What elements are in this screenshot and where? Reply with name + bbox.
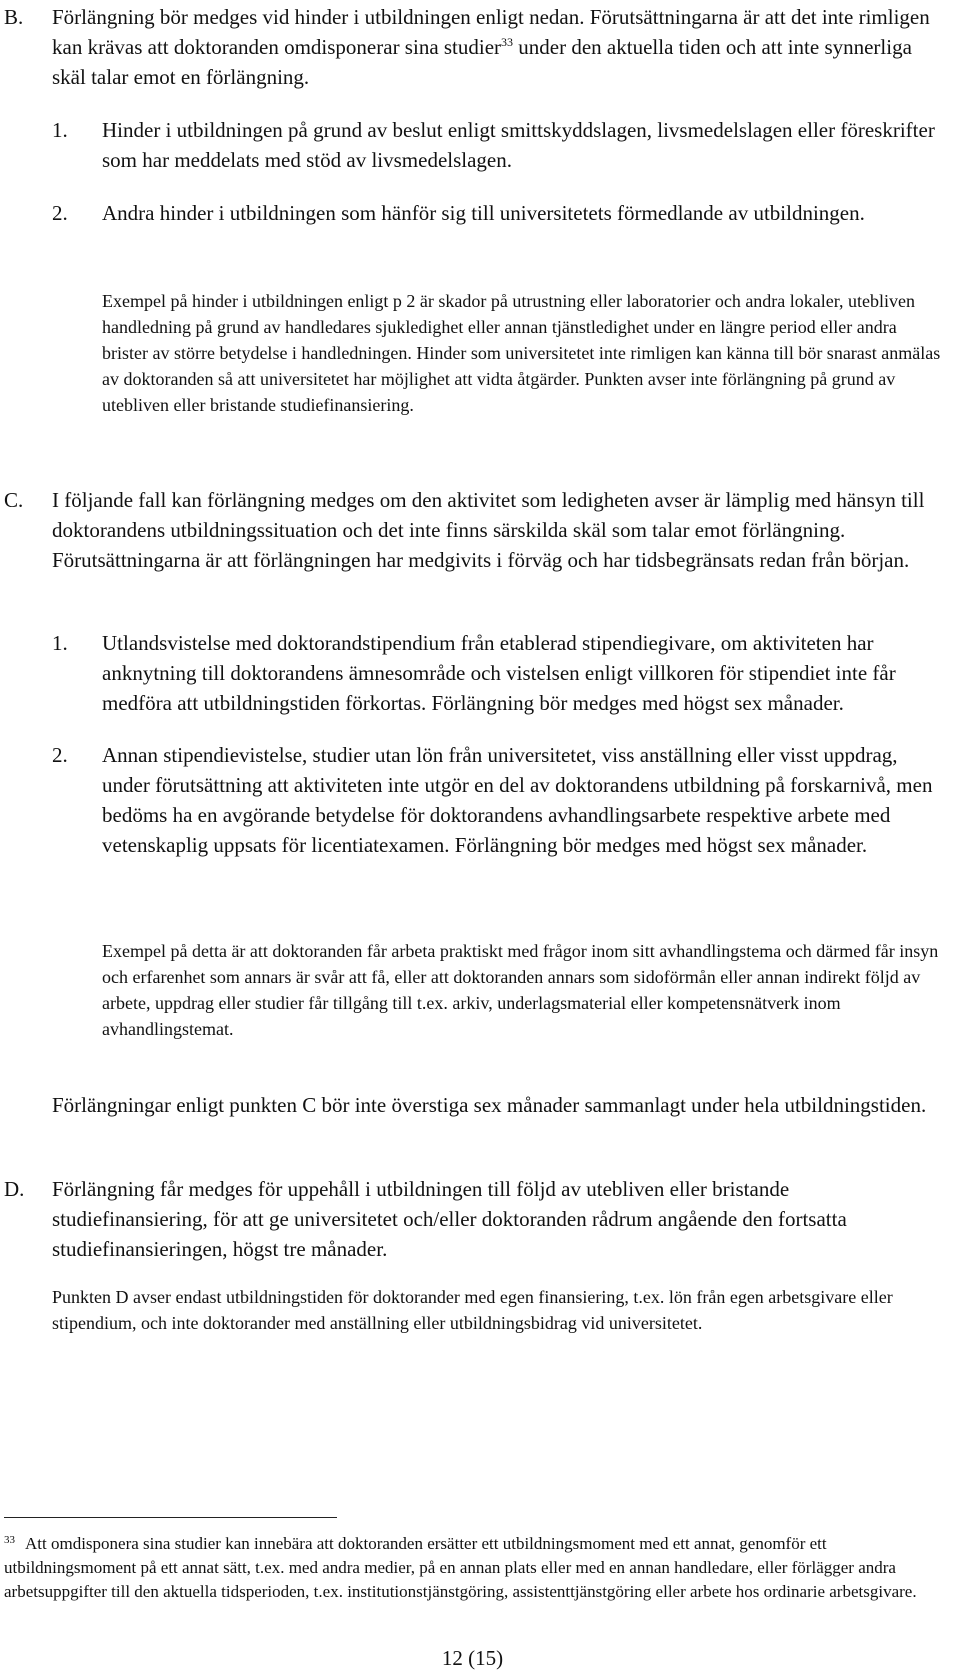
section-d-text: Förlängning får medges för uppehåll i utbildningen till följd av utebliven eller bristande studiefinansiering, för att ge universitetet och/eller doktoranden rådrum angående den fortsatta studiefinansieringen, högst tre månader. <box>52 1177 847 1261</box>
item-text: Hinder i utbildningen på grund av beslut enligt smittskyddslagen, livsmedelslagen eller föreskrifter som har meddelats med stöd av livsmedelslagen. <box>102 118 935 172</box>
section-b-text <box>52 2 945 92</box>
item-text: Annan stipendievistelse, studier utan lön från universitetet, viss anställning eller visst uppdrag, under förutsättning att aktiviteten inte utgör en del av doktorandens utbildning på forskarnivå, men bedöms ha en avgörande betydelse för doktorandens avhandlingsarbete respektive arbete med vetenskaplig uppsats för licentiatexamen. Förlängning bör medges med högst sex månader. <box>102 743 933 857</box>
section-d <box>0 1174 945 1264</box>
footnote <box>4 1532 944 1604</box>
footnote-divider <box>4 1517 337 1518</box>
item-number: 1. <box>52 118 68 142</box>
section-c-item-1 <box>0 628 945 718</box>
footnote-ref: 33 <box>501 35 514 49</box>
section-b-note <box>0 288 945 418</box>
item-number: 1. <box>52 631 68 655</box>
section-c-text: I följande fall kan förlängning medges om den aktivitet som ledigheten avser är lämplig med hänsyn till doktorandens utbildningssituation och det inte finns särskilda skäl som talar emot förlängning. Förutsättningarna är att förlängningen har medgivits i förväg och har tidsbegränsats redan från början. <box>52 488 925 572</box>
note-text: Exempel på detta är att doktoranden får arbeta praktiskt med frågor inom sitt avhandlingstema och därmed får insyn och erfarenhet som annars är svår att få, eller att doktoranden annars som sidoförmån eller annan indirekt följd av arbete, uppdrag eller studier får tillgång till t.ex. arkiv, underlagsmaterial eller kompetensnätverk inom avhandlingstemat. <box>102 941 939 1039</box>
section-c-closing <box>0 1090 945 1120</box>
section-b-item-2 <box>0 198 945 228</box>
page-number: 12 (15) <box>441 1646 504 1670</box>
section-c <box>0 485 945 575</box>
item-number: 2. <box>52 201 68 225</box>
item-text: Utlandsvistelse med doktorandstipendium från etablerad stipendiegivare, om aktiviteten har anknytning till doktorandens ämnesområde och vistelsen enligt villkoren för stipendiet inte får medföra att utbildningstiden förkortas. Förlängning bör medges med högst sex månader. <box>102 631 896 715</box>
section-b-text-part2: under den aktuella tiden och att inte synnerliga skäl talar emot en förlängning. <box>52 35 912 89</box>
section-c-note <box>0 938 945 1042</box>
footnote-text: Att omdisponera sina studier kan innebära att doktoranden ersätter ett utbildningsmoment med ett annat, genomför ett utbildningsmoment på ett annat sätt, t.ex. med andra medier, på en annan plats eller med en annan handledare, eller förlägger andra arbetsuppgifter till den aktuella tidsperioden, t.ex. institutionstjänstgöring, assistenttjänstgöring eller arbete hos ordinarie arbetsgivare. <box>4 1534 917 1601</box>
item-number: 2. <box>52 743 68 767</box>
item-text: Andra hinder i utbildningen som hänför sig till universitetets förmedlande av utbildningen. <box>102 201 865 225</box>
section-d-letter: D. <box>4 1177 25 1201</box>
closing-text: Förlängningar enligt punkten C bör inte överstiga sex månader sammanlagt under hela utbildningstiden. <box>52 1093 927 1117</box>
section-b-letter: B. <box>4 5 24 29</box>
note-text: Exempel på hinder i utbildningen enligt p 2 är skador på utrustning eller laboratorier och andra lokaler, utebliven handledning på grund av handledares sjukledighet eller annan tjänstledighet under en längre period eller andra brister av större betydelse i handledningen. Hinder som universitetet inte rimligen kan känna till bör snarast anmälas av doktoranden så att universitetet har möjlighet att vidta åtgärder. Punkten avser inte förlängning på grund av utebliven eller bristande studiefinansiering. <box>102 291 941 415</box>
section-c-item-2 <box>0 740 945 860</box>
section-c-letter: C. <box>4 488 24 512</box>
section-b-text-part1: Förlängning bör medges vid hinder i utbildningen enligt nedan. Förutsättningarna är att det inte rimligen kan krävas att doktoranden omdisponerar sina studier <box>52 5 930 59</box>
section-b-item-1 <box>0 115 945 175</box>
section-b <box>0 2 945 92</box>
footnote-number: 33 <box>4 1534 15 1546</box>
section-d-note <box>0 1284 945 1336</box>
note-text: Punkten D avser endast utbildningstiden för doktorander med egen finansiering, t.ex. lön från egen arbetsgivare eller stipendium, och inte doktorander med anställning eller utbildningsbidrag vid universitetet. <box>52 1287 893 1333</box>
